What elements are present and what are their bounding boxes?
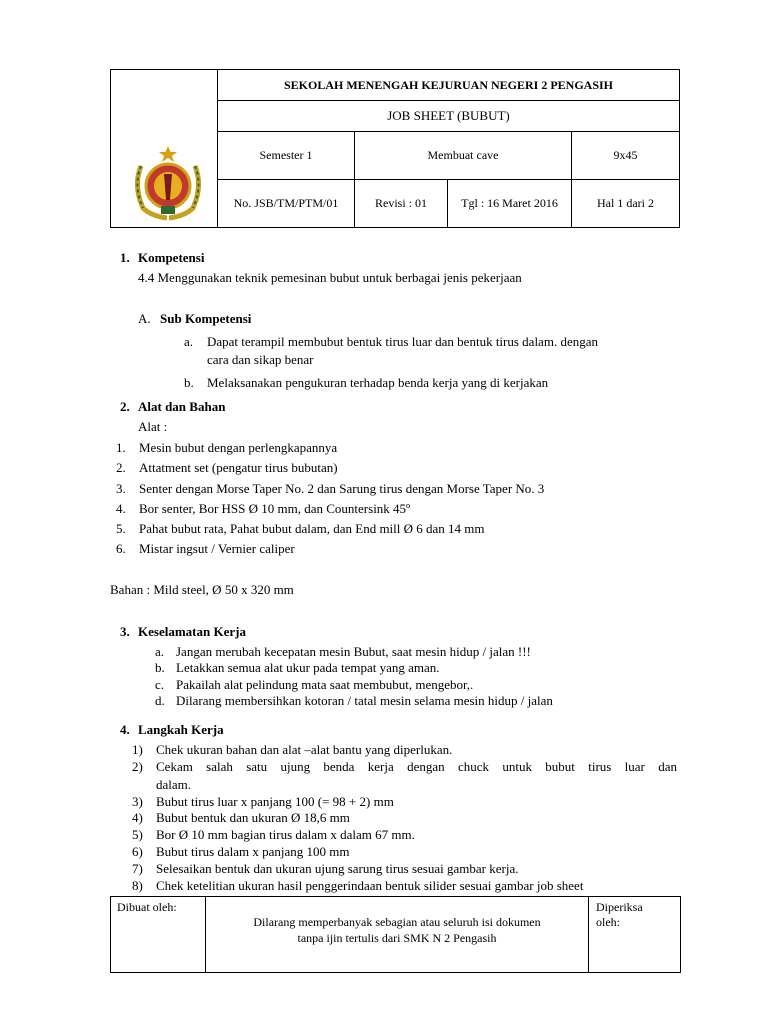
copyright-notice-line-1: Dilarang memperbanyak sebagian atau seluruh isi dokumen: [253, 915, 541, 929]
list-item-mark: 5.: [116, 521, 126, 536]
step-item: Bor Ø 10 mm bagian tirus dalam x dalam 67 mm.: [156, 827, 415, 842]
list-item: Senter dengan Morse Taper No. 2 dan Sarung tirus dengan Morse Taper No. 3: [139, 481, 545, 496]
list-item-continued: cara dan sikap benar: [207, 352, 314, 367]
logo-cell: [111, 70, 218, 227]
list-item-mark: c.: [155, 677, 165, 692]
list-item: Mesin bubut dengan perlengkapannya: [139, 440, 338, 455]
list-item: Dapat terampil membubut bentuk tirus luar dan bentuk tirus dalam. dengan: [207, 334, 598, 349]
revision: Revisi : 01: [374, 196, 427, 210]
topic: Membuat cave: [427, 148, 499, 162]
bahan-text: Bahan : Mild steel, Ø 50 x 320 mm: [110, 582, 294, 597]
list-item-mark: b.: [184, 375, 194, 390]
section-2-title: Alat dan Bahan: [138, 399, 226, 414]
step-item-continued: dalam.: [156, 777, 192, 792]
section-1-number: 1.: [120, 250, 130, 265]
step-mark: 4): [132, 810, 143, 825]
list-item: Attatment set (pengatur tirus bubutan): [139, 460, 338, 475]
step-item: Selesaikan bentuk dan ukuran ujung sarung tirus sesuai gambar kerja.: [156, 861, 519, 876]
list-item-mark: b.: [155, 660, 165, 675]
date: Tgl : 16 Maret 2016: [461, 196, 558, 210]
list-item-mark: a.: [155, 644, 165, 659]
step-mark: 1): [132, 742, 143, 757]
header-table: [110, 69, 680, 228]
section-3-title: Keselamatan Kerja: [138, 624, 246, 639]
sheet-title: JOB SHEET (BUBUT): [387, 108, 510, 123]
sub-a-label: A.: [138, 311, 151, 326]
size-code: 9x45: [613, 148, 638, 162]
copyright-notice-line-2: tanpa ijin tertulis dari SMK N 2 Pengasih: [297, 931, 497, 945]
list-item: Bor senter, Bor HSS Ø 10 mm, dan Countersink 45º: [139, 501, 411, 516]
step-item: Chek ukuran bahan dan alat –alat bantu yang diperlukan.: [156, 742, 453, 757]
step-mark: 7): [132, 861, 143, 876]
semester: Semester 1: [259, 148, 313, 162]
step-item: Bubut bentuk dan ukuran Ø 18,6 mm: [156, 810, 350, 825]
step-item: Bubut tirus dalam x panjang 100 mm: [156, 844, 350, 859]
step-mark: 6): [132, 844, 143, 859]
made-by-label: Dibuat oleh:: [117, 900, 177, 914]
footer-table: [110, 896, 681, 973]
list-item: Dilarang membersihkan kotoran / tatal mesin selama mesin hidup / jalan: [176, 693, 553, 708]
step-item: Cekam salah satu ujung benda kerja dengan chuck untuk bubut tirus luar dan: [156, 759, 677, 774]
checked-by-label: Diperiksa: [596, 900, 643, 914]
list-item: Mistar ingsut / Vernier caliper: [139, 541, 295, 556]
step-mark: 5): [132, 827, 143, 842]
step-item: Chek ketelitian ukuran hasil penggerindaan bentuk silider sesuai gambar job sheet: [156, 878, 584, 893]
list-item: Pakailah alat pelindung mata saat membubut, mengebor,.: [176, 677, 474, 692]
school-emblem-icon: [131, 146, 205, 222]
section-3-number: 3.: [120, 624, 130, 639]
step-mark: 2): [132, 759, 143, 774]
list-item-mark: a.: [184, 334, 194, 349]
section-1-title: Kompetensi: [138, 250, 205, 265]
list-item: Letakkan semua alat ukur pada tempat yang aman.: [176, 660, 440, 675]
section-1-text: 4.4 Menggunakan teknik pemesinan bubut untuk berbagai jenis pekerjaan: [138, 270, 522, 285]
alat-label: Alat :: [138, 419, 168, 434]
list-item-mark: 6.: [116, 541, 126, 556]
step-item: Bubut tirus luar x panjang 100 (= 98 + 2) mm: [156, 794, 394, 809]
doc-number: No. JSB/TM/PTM/01: [233, 196, 339, 210]
school-name: SEKOLAH MENENGAH KEJURUAN NEGERI 2 PENGASIH: [283, 77, 614, 92]
sub-a-title: Sub Kompetensi: [160, 311, 252, 326]
list-item: Melaksanakan pengukuran terhadap benda kerja yang di kerjakan: [207, 375, 549, 390]
list-item-mark: 1.: [116, 440, 126, 455]
step-mark: 3): [132, 794, 143, 809]
checked-by-label-2: oleh:: [596, 915, 620, 929]
step-mark: 8): [132, 878, 143, 893]
list-item-mark: 3.: [116, 481, 126, 496]
list-item-mark: d.: [155, 693, 165, 708]
section-2-number: 2.: [120, 399, 130, 414]
list-item: Pahat bubut rata, Pahat bubut dalam, dan End mill Ø 6 dan 14 mm: [139, 521, 485, 536]
section-4-number: 4.: [120, 722, 130, 737]
list-item-mark: 4.: [116, 501, 126, 516]
section-4-title: Langkah Kerja: [138, 722, 224, 737]
page-number: Hal 1 dari 2: [597, 196, 654, 210]
list-item-mark: 2.: [116, 460, 126, 475]
list-item: Jangan merubah kecepatan mesin Bubut, saat mesin hidup / jalan !!!: [176, 644, 531, 659]
